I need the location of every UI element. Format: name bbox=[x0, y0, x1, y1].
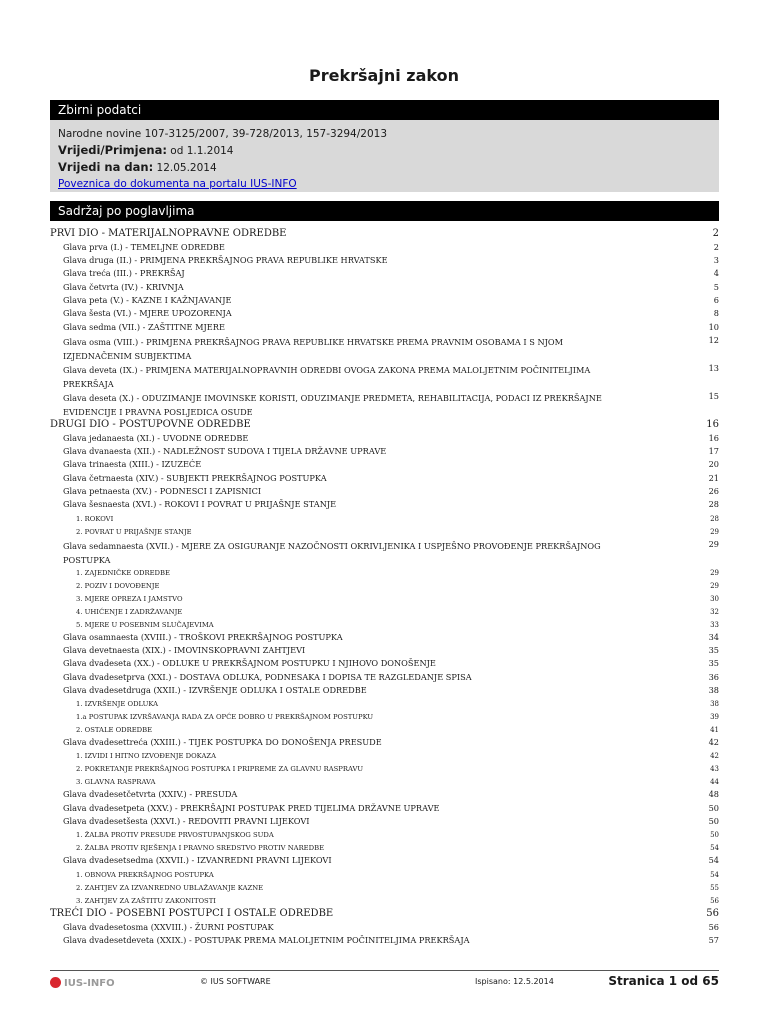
toc-entry[interactable] bbox=[50, 473, 719, 486]
toc-entry-page: 20 bbox=[708, 459, 719, 470]
toc-entry-page: 29 bbox=[708, 538, 719, 549]
toc-entry-title: 3. GLAVNA RASPRAVA bbox=[76, 778, 156, 787]
toc-entry[interactable] bbox=[50, 242, 719, 255]
toc-entry-title: Glava dvadesetsedma (XXVII.) - IZVANREDNI PRAVNI LIJEKOVI bbox=[63, 855, 332, 866]
toc-entry-title: Glava četrnaesta (XIV.) - SUBJEKTI PREKRŠAJNOG POSTUPKA bbox=[63, 472, 327, 483]
toc-entry-page: 54 bbox=[710, 870, 719, 879]
toc-entry[interactable] bbox=[50, 513, 719, 526]
toc-entry[interactable] bbox=[50, 922, 719, 935]
toc-entry-title: Glava osamnaesta (XVIII.) - TROŠKOVI PREKRŠAJNOG POSTUPKA bbox=[63, 631, 343, 642]
toc-entry[interactable] bbox=[50, 724, 719, 737]
toc-entry-page: 50 bbox=[710, 831, 719, 840]
toc-entry[interactable] bbox=[50, 593, 719, 606]
toc-entry-title: 1. IZVIDI I HITNO IZVOĐENJE DOKAZA bbox=[76, 752, 216, 761]
toc-entry[interactable] bbox=[50, 322, 719, 335]
toc-entry-title: 5. MJERE U POSEBNIM SLUČAJEVIMA bbox=[76, 620, 214, 629]
toc-entry[interactable] bbox=[50, 685, 719, 698]
toc-entry-title: Glava trinaesta (XIII.) - IZUZEĆE bbox=[63, 459, 202, 470]
toc-entry[interactable] bbox=[50, 499, 719, 512]
toc-entry-title: PRVI DIO - MATERIJALNOPRAVNE ODREDBE bbox=[50, 228, 287, 239]
toc-entry-page: 54 bbox=[708, 855, 719, 866]
toc-entry[interactable] bbox=[50, 268, 719, 281]
toc-entry-page: 34 bbox=[708, 631, 719, 642]
toc-entry-title: 2. ŽALBA PROTIV RJEŠENJA I PRAVNO SREDSTVO PROTIV NAREDBE bbox=[76, 844, 325, 853]
toc-entry-title: 3. ZAHTJEV ZA ZAŠTITU ZAKONITOSTI bbox=[76, 896, 216, 905]
toc-entry-page: 5 bbox=[713, 281, 719, 292]
toc-entry-page: 30 bbox=[710, 594, 719, 603]
valid-on-label: Vrijedi na dan: bbox=[58, 160, 154, 174]
toc-entry[interactable] bbox=[50, 363, 719, 391]
toc-entry[interactable] bbox=[50, 308, 719, 321]
toc-entry-title: 2. POZIV I DOVOĐENJE bbox=[76, 581, 160, 590]
toc-entry-page: 33 bbox=[710, 620, 719, 629]
toc-entry[interactable] bbox=[50, 486, 719, 499]
toc-entry[interactable] bbox=[50, 842, 719, 855]
summary-heading: Zbirni podatci bbox=[50, 100, 719, 120]
toc-entry[interactable] bbox=[50, 606, 719, 619]
valid-on-value: 12.05.2014 bbox=[156, 162, 217, 174]
toc-entry-page: 28 bbox=[710, 514, 719, 523]
toc-entry[interactable] bbox=[50, 855, 719, 868]
toc-entry[interactable] bbox=[50, 282, 719, 295]
toc-entry[interactable] bbox=[50, 803, 719, 816]
toc-entry-title: Glava dvadeseta (XX.) - ODLUKE U PREKRŠAJNOM POSTUPKU I NJIHOVO DONOŠENJE bbox=[63, 658, 436, 669]
toc-entry-page: 15 bbox=[708, 390, 719, 401]
toc-entry[interactable] bbox=[50, 869, 719, 882]
toc-entry[interactable] bbox=[50, 711, 719, 724]
toc-entry-page: 16 bbox=[706, 418, 719, 430]
toc-entry-title: Glava sedma (VII.) - ZAŠTITNE MJERE bbox=[63, 321, 225, 332]
toc-entry-title: Glava devetnaesta (XIX.) - IMOVINSKOPRAVNI ZAHTJEVI bbox=[63, 644, 306, 655]
toc-entry-page: 10 bbox=[708, 321, 719, 332]
toc-entry[interactable] bbox=[50, 459, 719, 472]
toc-entry[interactable] bbox=[50, 829, 719, 842]
toc-entry-page: 29 bbox=[710, 581, 719, 590]
toc-entry-title: 1. IZVRŠENJE ODLUKA bbox=[76, 700, 159, 709]
toc-entry-title: Glava dvadesetpeta (XXV.) - PREKRŠAJNI POSTUPAK PRED TIJELIMA DRŽAVNE UPRAVE bbox=[63, 802, 440, 813]
toc-entry-title: DRUGI DIO - POSTUPOVNE ODREDBE bbox=[50, 418, 251, 430]
toc-entry[interactable] bbox=[50, 645, 719, 658]
toc-entry[interactable] bbox=[50, 658, 719, 671]
toc-entry-title: Glava dvadesetdruga (XXII.) - IZVRŠENJE ODLUKA I OSTALE ODREDBE bbox=[63, 684, 367, 695]
toc-entry-page: 29 bbox=[710, 527, 719, 536]
toc-entry-title: 2. OSTALE ODREDBE bbox=[76, 726, 153, 735]
toc-entry-title: 4. UHIĆENJE I ZADRŽAVANJE bbox=[76, 607, 183, 616]
toc-entry-page: 42 bbox=[710, 752, 719, 761]
copyright: © IUS SOFTWARE bbox=[200, 977, 271, 986]
toc-entry-title: 2. POKRETANJE PREKRŠAJNOG POSTUPKA I PRIPREME ZA GLAVNU RASPRAVU bbox=[76, 765, 364, 774]
toc-entry[interactable] bbox=[50, 433, 719, 446]
toc-entry-title: 1.a POSTUPAK IZVRŠAVANJA RADA ZA OPĆE DOBRO U PREKRŠAJNOM POSTUPKU bbox=[76, 713, 374, 722]
ius-info-logo: IUS-INFO bbox=[50, 977, 115, 989]
toc-entry-page: 50 bbox=[708, 802, 719, 813]
toc-entry[interactable] bbox=[50, 776, 719, 789]
toc-entry[interactable] bbox=[50, 567, 719, 580]
toc-entry-page: 38 bbox=[708, 684, 719, 695]
toc-entry-title: Glava dvadesetdeveta (XXIX.) - POSTUPAK PREMA MALOLJETNIM POČINITELJIMA PREKRŠAJA bbox=[63, 934, 470, 945]
toc-entry-title: Glava dvadesetčetvrta (XXIV.) - PRESUDA bbox=[63, 789, 238, 800]
toc-entry[interactable] bbox=[50, 619, 719, 632]
toc-entry-page: 35 bbox=[708, 644, 719, 655]
toc-entry-page: 50 bbox=[708, 816, 719, 827]
valid-row bbox=[58, 142, 711, 159]
toc-entry[interactable] bbox=[50, 908, 719, 922]
toc-entry-title: TREĆI DIO - POSEBNI POSTUPCI I OSTALE ODREDBE bbox=[50, 907, 334, 919]
toc-entry-page: 3 bbox=[713, 255, 719, 266]
toc-entry[interactable] bbox=[50, 255, 719, 268]
toc-entry-page: 17 bbox=[708, 446, 719, 457]
toc-entry-page: 29 bbox=[710, 568, 719, 577]
toc-entry-page: 2 bbox=[713, 241, 719, 252]
toc-entry-title: Glava šesnaesta (XVI.) - ROKOVI I POVRAT U PRIJAŠNJE STANJE bbox=[63, 499, 337, 510]
toc-entry-title: Glava dvadesetprva (XXI.) - DOSTAVA ODLUKA, PODNESAKA I DOPISA TE RAZGLEDANJE SPISA bbox=[63, 671, 472, 682]
toc-entry-page: 39 bbox=[710, 713, 719, 722]
toc-entry-page: 55 bbox=[710, 883, 719, 892]
toc-entry-title: 1. ZAJEDNIČKE ODREDBE bbox=[76, 568, 170, 577]
toc-entry[interactable] bbox=[50, 335, 719, 363]
toc-entry-page: 48 bbox=[708, 789, 719, 800]
toc-entry-page: 54 bbox=[710, 844, 719, 853]
toc-entry-title: 1. ŽALBA PROTIV PRESUDE PRVOSTUPANJSKOG SUDA bbox=[76, 831, 274, 840]
toc-entry-page: 38 bbox=[710, 700, 719, 709]
summary-panel bbox=[50, 120, 719, 192]
toc-entry[interactable] bbox=[50, 580, 719, 593]
valid-label: Vrijedi/Primjena: bbox=[58, 143, 167, 157]
toc-entry-title: Glava prva (I.) - TEMELJNE ODREDBE bbox=[63, 241, 225, 252]
printed-date: Ispisano: 12.5.2014 bbox=[475, 977, 554, 986]
toc-entry-title: Glava dvadesettreća (XXIII.) - TIJEK POSTUPKA DO DONOŠENJA PRESUDE bbox=[63, 737, 382, 748]
valid-value: od 1.1.2014 bbox=[170, 145, 234, 157]
toc-entry[interactable] bbox=[50, 750, 719, 763]
toc-entry[interactable] bbox=[50, 446, 719, 459]
toc-heading: Sadržaj po poglavljima bbox=[50, 201, 719, 221]
logo-mark-icon bbox=[50, 977, 61, 988]
toc-entry-page: 12 bbox=[708, 334, 719, 345]
toc-entry[interactable] bbox=[50, 789, 719, 802]
toc-entry-title: 1. OBNOVA PREKRŠAJNOG POSTUPKA bbox=[76, 870, 214, 879]
toc-entry-title: Glava dvadesetšesta (XXVI.) - REDOVITI PRAVNI LIJEKOVI bbox=[63, 816, 310, 827]
toc-entry[interactable] bbox=[50, 816, 719, 829]
toc-entry-page: 42 bbox=[708, 737, 719, 748]
toc-entry-page: 43 bbox=[710, 765, 719, 774]
toc-entry[interactable] bbox=[50, 672, 719, 685]
page-number: Stranica 1 od 65 bbox=[608, 974, 719, 988]
toc-entry[interactable] bbox=[50, 295, 719, 308]
page-footer bbox=[50, 970, 719, 1001]
toc-entry-title: Glava dvadesetosma (XXVIII.) - ŽURNI POSTUPAK bbox=[63, 921, 274, 932]
toc-entry[interactable] bbox=[50, 539, 719, 567]
toc-entry[interactable] bbox=[50, 632, 719, 645]
toc-entry[interactable] bbox=[50, 882, 719, 895]
toc-entry-title: 2. POVRAT U PRIJAŠNJE STANJE bbox=[76, 527, 192, 536]
document-title: Prekršajni zakon bbox=[309, 66, 459, 85]
toc-entry[interactable] bbox=[50, 526, 719, 539]
toc-entry-title: Glava sedamnaesta (XVII.) - MJERE ZA OSIGURANJE NAZOČNOSTI OKRIVLJENIKA I USPJEŠNO PROVOĐENJE PREKRŠAJNOG POSTUPKA bbox=[63, 540, 601, 565]
toc-entry-title: 3. MJERE OPREZA I JAMSTVO bbox=[76, 594, 183, 603]
toc-entry-page: 56 bbox=[706, 907, 719, 919]
toc-entry-page: 41 bbox=[710, 726, 719, 735]
toc-entry-page: 57 bbox=[708, 934, 719, 945]
toc-entry-title: Glava šesta (VI.) - MJERE UPOZORENJA bbox=[63, 308, 232, 319]
portal-link[interactable]: Poveznica do dokumenta na portalu IUS-INFO bbox=[58, 178, 297, 190]
toc-entry-title: Glava dvanaesta (XII.) - NADLEŽNOST SUDOVA I TIJELA DRŽAVNE UPRAVE bbox=[63, 446, 387, 457]
toc-entry[interactable] bbox=[50, 419, 719, 433]
toc-entry[interactable] bbox=[50, 895, 719, 908]
toc-entry-title: Glava jedanaesta (XI.) - UVODNE ODREDBE bbox=[63, 432, 249, 443]
toc-entry-page: 28 bbox=[708, 499, 719, 510]
gazette-reference: Narodne novine 107-3125/2007, 39-728/2013, 157-3294/2013 bbox=[58, 128, 388, 140]
toc-entry-page: 44 bbox=[710, 778, 719, 787]
toc-entry-title: 2. ZAHTJEV ZA IZVANREDNO UBLAŽAVANJE KAZNE bbox=[76, 883, 264, 892]
table-of-contents bbox=[50, 228, 719, 948]
toc-entry[interactable] bbox=[50, 763, 719, 776]
toc-entry-page: 8 bbox=[713, 308, 719, 319]
toc-entry-page: 36 bbox=[708, 671, 719, 682]
toc-entry-page: 26 bbox=[708, 486, 719, 497]
toc-entry-title: Glava osma (VIII.) - PRIMJENA PREKRŠAJNOG PRAVA REPUBLIKE HRVATSKE PREMA PRAVNIM OSOBAMA I S NJOM IZJEDNAČENIM SUBJEKTIMA bbox=[63, 336, 564, 361]
toc-entry-page: 4 bbox=[713, 268, 719, 279]
toc-entry-page: 13 bbox=[708, 362, 719, 373]
toc-entry-page: 56 bbox=[708, 921, 719, 932]
toc-entry-title: Glava druga (II.) - PRIMJENA PREKRŠAJNOG PRAVA REPUBLIKE HRVATSKE bbox=[63, 255, 388, 266]
toc-entry-page: 21 bbox=[708, 472, 719, 483]
toc-entry[interactable] bbox=[50, 391, 719, 419]
toc-entry-title: Glava deseta (X.) - ODUZIMANJE IMOVINSKE KORISTI, ODUZIMANJE PREDMETA, REHABILITACIJA, PODACI IZ PREKRŠAJNE EVIDENCIJE I PRAVNA POSLJEDICA OSUDE bbox=[63, 392, 602, 417]
toc-entry-page: 6 bbox=[713, 295, 719, 306]
toc-entry-title: Glava treća (III.) - PREKRŠAJ bbox=[63, 268, 185, 279]
toc-entry[interactable] bbox=[50, 737, 719, 750]
toc-entry-page: 32 bbox=[710, 607, 719, 616]
valid-on-row bbox=[58, 159, 711, 176]
toc-entry-page: 35 bbox=[708, 658, 719, 669]
toc-entry[interactable] bbox=[50, 228, 719, 242]
toc-entry-title: 1. ROKOVI bbox=[76, 514, 114, 523]
toc-entry[interactable] bbox=[50, 935, 719, 948]
toc-entry-title: Glava petnaesta (XV.) - PODNESCI I ZAPISNICI bbox=[63, 486, 262, 497]
toc-entry-title: Glava peta (V.) - KAZNE I KAŽNJAVANJE bbox=[63, 295, 232, 306]
toc-entry[interactable] bbox=[50, 698, 719, 711]
toc-entry-title: Glava četvrta (IV.) - KRIVNJA bbox=[63, 281, 184, 292]
toc-entry-page: 16 bbox=[708, 432, 719, 443]
toc-entry-title: Glava deveta (IX.) - PRIMJENA MATERIJALNOPRAVNIH ODREDBI OVOGA ZAKONA PREMA MALOLJETNIM POČINITELJIMA PREKRŠAJA bbox=[63, 364, 591, 389]
toc-entry-page: 2 bbox=[712, 228, 719, 239]
toc-entry-page: 56 bbox=[710, 896, 719, 905]
